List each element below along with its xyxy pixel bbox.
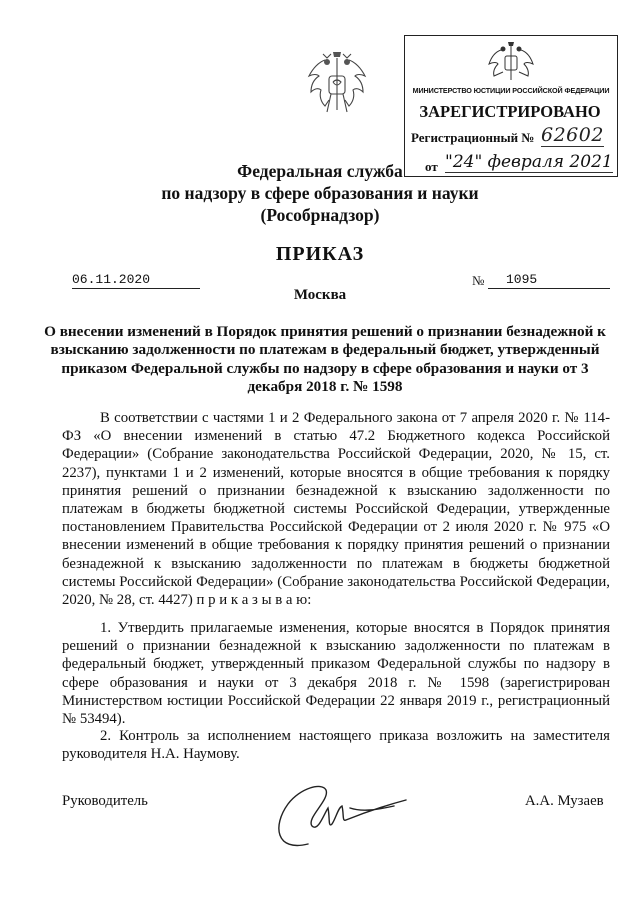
stamp-date-label: от — [425, 159, 438, 174]
handwritten-signature — [266, 778, 416, 852]
stamp-coat-of-arms-icon — [487, 42, 535, 82]
org-name-line1: Федеральная служба — [237, 161, 403, 181]
registration-stamp — [404, 35, 618, 177]
order-date: 06.11.2020 — [72, 271, 200, 289]
item-2-paragraph: 2. Контроль за исполнением настоящего приказа возложить на заместителя руководителя Н.А. Наумову. — [62, 728, 610, 763]
preamble-paragraph: В соответствии с частями 1 и 2 Федерального закона от 7 апреля 2020 г. № 114-ФЗ «О внесении изменений в статью 47.2 Бюджетного кодекса Российской Федерации» (Собрание законодательства Российской Федерации, 2020, № 15, ст. 2237), пунктами 1 и 2 изменений, которые вносятся в общие требования к порядку принятия решений о признании безнадежной к взысканию задолженности по платежам в бюджеты бюджетной системы Российской Федерации, утвержденные постановлением Правительства Российской Федерации от 2 июля 2020 г. № 975 «О внесении изменений в общие требования к порядку принятия решений о признании безнадежной к взысканию задолженности по платежам в бюджеты бюджетной системы Российской Федерации» (Собрание законодательства Российской Федерации, 2020, № 28, ст. 4427) п р и к а з ы в а ю: — [62, 410, 610, 609]
order-number: 1095 — [488, 271, 610, 289]
order-subject: О внесении изменений в Порядок принятия решений о признании безнадежной к взысканию задолженности по платежам в федеральный бюджет, утвержденный приказом Федеральной службы по надзору в сфере образования и науки от 3 декабря 2018 г. № 1598 — [44, 323, 606, 396]
stamp-registered-label: ЗАРЕГИСТРИРОВАНО — [419, 102, 601, 121]
order-number-sign: № — [472, 273, 485, 288]
signer-role: Руководитель — [62, 793, 148, 809]
coat-of-arms-icon — [303, 50, 371, 116]
stamp-ministry-name: МИНИСТЕРСТВО ЮСТИЦИИ РОССИЙСКОЙ ФЕДЕРАЦИИ — [412, 86, 610, 95]
order-city: Москва — [293, 287, 347, 303]
stamp-reg-number: 62602 — [541, 124, 604, 146]
signer-name: А.А. Музаев — [525, 793, 604, 809]
stamp-reg-number-label: Регистрационный № — [411, 130, 535, 145]
stamp-date-value: "24" февраля 2021 — [445, 152, 613, 172]
item-1-paragraph: 1. Утвердить прилагаемые изменения, которые вносятся в Порядок принятия решений о признании безнадежной к взысканию задолженности по платежам в федеральный бюджет, утвержденный приказом Федеральной службы по надзору в сфере образования и науки от 3 декабря 2018 г. № 1598 (зарегистрирован Министерством юстиции Российской Федерации 22 января 2019 г., регистрационный № 53494). — [62, 620, 610, 728]
document-title: ПРИКАЗ — [275, 243, 365, 265]
org-name-line2: по надзору в сфере образования и науки — [161, 183, 479, 203]
org-name-line3: (Рособрнадзор) — [260, 205, 380, 225]
